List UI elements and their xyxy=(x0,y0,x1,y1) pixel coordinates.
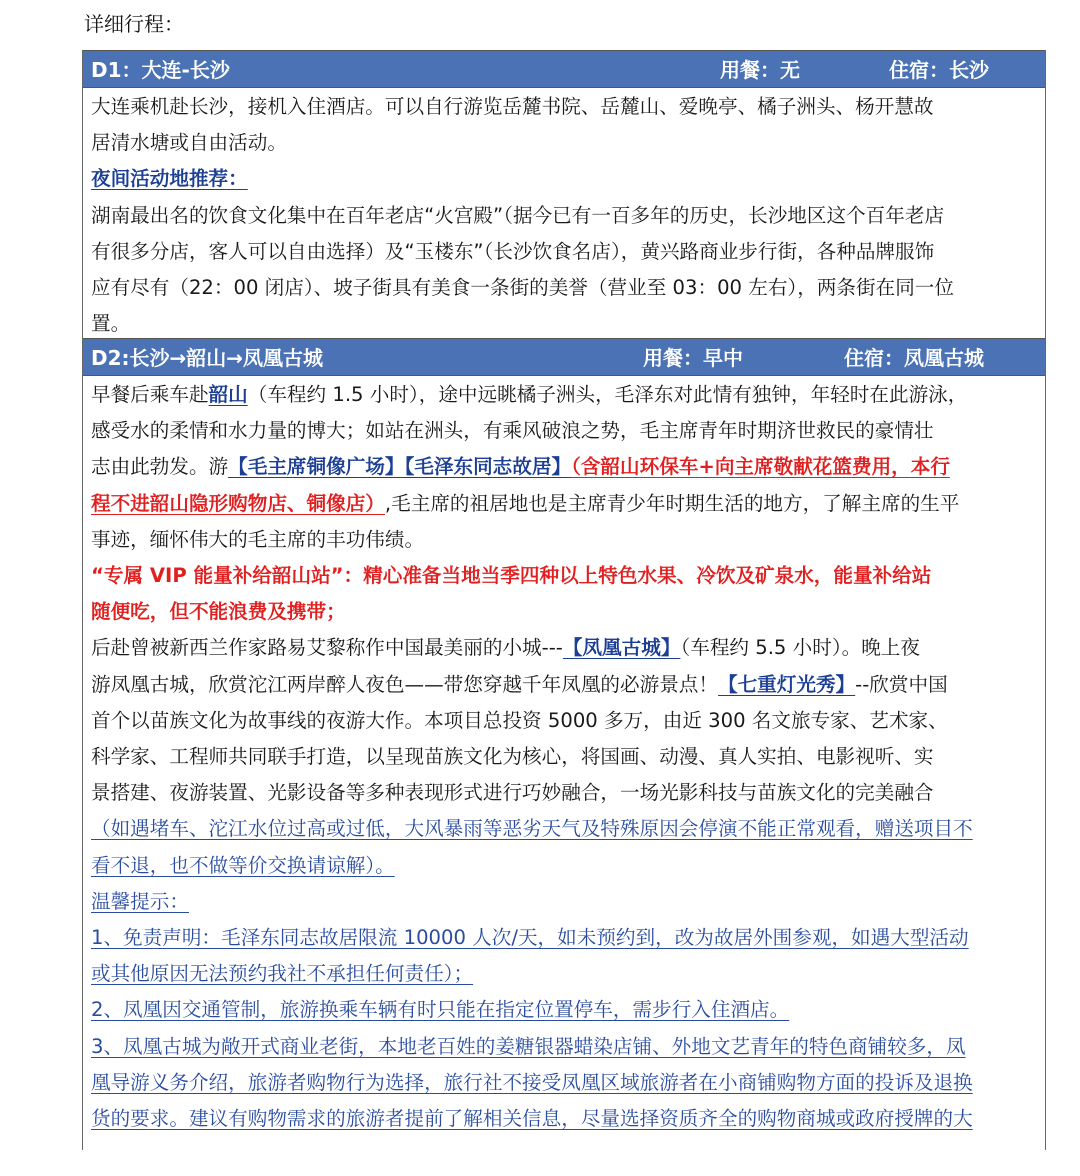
vip-line: 随便吃，但不能浪费及携带； xyxy=(91,600,346,624)
day2-line: 志由此勃发。游【毛主席铜像广场】【毛泽东同志故居】（含韶山环保车+向主席敬献花篮费用，本行 xyxy=(91,455,950,479)
tip-item: 2、凤凰因交通管制，旅游换乘车辆有时只能在指定位置停车，需步行入住酒店。 xyxy=(91,998,790,1022)
itinerary-table xyxy=(82,50,1046,1150)
page-title: 详细行程： xyxy=(84,12,184,36)
day1-header xyxy=(83,50,1045,88)
day2-meal: 用餐：早中 xyxy=(643,346,743,370)
day2-line: 感受水的柔情和水力量的博大；如站在洲头，有乘风破浪之势，毛主席青年时期济世救民的豪情壮 xyxy=(91,419,934,443)
day1-content xyxy=(83,88,1045,340)
day2-line: 事迹，缅怀伟大的毛主席的丰功伟绩。 xyxy=(91,527,425,551)
shaoshan-note-cont: 程不进韶山隐形购物店、铜像店） xyxy=(91,491,385,515)
day2-line: 游凤凰古城，欣赏沱江两岸醉人夜色——带您穿越千年凤凰的必游景点！【七重灯光秀】--欣赏中国 xyxy=(91,672,948,696)
day1-line: 居清水塘或自由活动。 xyxy=(91,131,287,155)
tip-item: 1、免责声明：毛泽东同志故居限流 10000 人次/天，如未预约到，改为故居外围参观，如遇大型活动 xyxy=(91,926,969,950)
tips-title: 温馨提示： xyxy=(91,889,189,913)
day2-line: 景搭建、夜游装置、光影设备等多种表现形式进行巧妙融合，一场光影科技与苗族文化的完美融合 xyxy=(91,781,934,805)
night-activity-line: 有很多分店，客人可以自由选择）及“玉楼东”（长沙饮食名店），黄兴路商业步行街，各种品牌服饰 xyxy=(91,239,935,263)
night-activity-line: 置。 xyxy=(91,312,131,336)
vip-line: “专属 VIP 能量补给韶山站”：精心准备当地当季四种以上特色水果、冷饮及矿泉水，能量补给站 xyxy=(91,564,932,588)
tip-item: 3、凤凰古城为敞开式商业老街，本地老百姓的姜糖银器蜡染店铺、外地文艺青年的特色商铺较多，凤 xyxy=(91,1034,966,1058)
day1-title: D1：大连-长沙 xyxy=(91,58,230,82)
day1-line: 大连乘机赴长沙，接机入住酒店。可以自行游览岳麓书院、岳麓山、爱晚亭、橘子洲头、杨开慧故 xyxy=(91,95,934,118)
day1-hotel: 住宿：长沙 xyxy=(889,58,989,82)
light-show-link: 【七重灯光秀】 xyxy=(718,672,856,696)
tip-item: 凰导游义务介绍，旅游者购物行为选择，旅行社不接受凤凰区域旅游者在小商铺购物方面的投诉及退换 xyxy=(91,1070,973,1094)
light-show-note: 看不退，也不做等价交换请谅解）。 xyxy=(91,853,395,877)
fenghuang-link: 【凤凰古城】 xyxy=(562,636,681,660)
day1-meal: 用餐：无 xyxy=(720,58,800,82)
day2-line: 首个以苗族文化为故事线的夜游大作。本项目总投资 5000 多万，由近 300 名文旅专家、艺术家、 xyxy=(91,708,948,732)
day2-line: 程不进韶山隐形购物店、铜像店）,毛主席的祖居地也是主席青少年时期生活的地方，了解主席的生平 xyxy=(91,491,960,515)
light-show-note: （如遇堵车、沱江水位过高或过低，大风暴雨等恶劣天气及特殊原因会停演不能正常观看，赠送项目不 xyxy=(91,817,973,841)
shaoshan-attractions: 【毛主席铜像广场】【毛泽东同志故居】 xyxy=(228,455,572,479)
tip-item: 或其他原因无法预约我社不承担任何责任）； xyxy=(91,962,474,986)
day2-content xyxy=(83,376,1045,1176)
night-activity-line: 湖南最出名的饮食文化集中在百年老店“火宫殿”（据今已有一百多年的历史，长沙地区这个百年老店 xyxy=(91,203,945,227)
day2-title: D2:长沙→韶山→凤凰古城 xyxy=(91,346,324,370)
day2-line: 科学家、工程师共同联手打造，以呈现苗族文化为核心，将国画、动漫、真人实拍、电影视听、实 xyxy=(91,745,934,769)
day2-header xyxy=(83,338,1045,376)
day2-line: 后赴曾被新西兰作家路易艾黎称作中国最美丽的小城---【凤凰古城】（车程约 5.5 小时）。晚上夜 xyxy=(91,636,920,660)
shaoshan-note: （含韶山环保车+向主席敬献花篮费用，本行 xyxy=(571,455,950,479)
day2-line: 早餐后乘车赴韶山（车程约 1.5 小时），途中远眺橘子洲头，毛泽东对此情有独钟，年轻时在此游泳， xyxy=(91,383,968,406)
night-activity-title: 夜间活动地推荐： xyxy=(91,167,248,191)
shaoshan-link: 韶山 xyxy=(208,383,248,406)
tip-item: 货的要求。建议有购物需求的旅游者提前了解相关信息，尽量选择资质齐全的购物商城或政府授牌的大 xyxy=(91,1107,973,1131)
day2-hotel: 住宿：凤凰古城 xyxy=(844,346,984,370)
night-activity-line: 应有尽有（22：00 闭店）、坡子街具有美食一条街的美誉（营业至 03：00 左右），两条街在同一位 xyxy=(91,276,954,300)
